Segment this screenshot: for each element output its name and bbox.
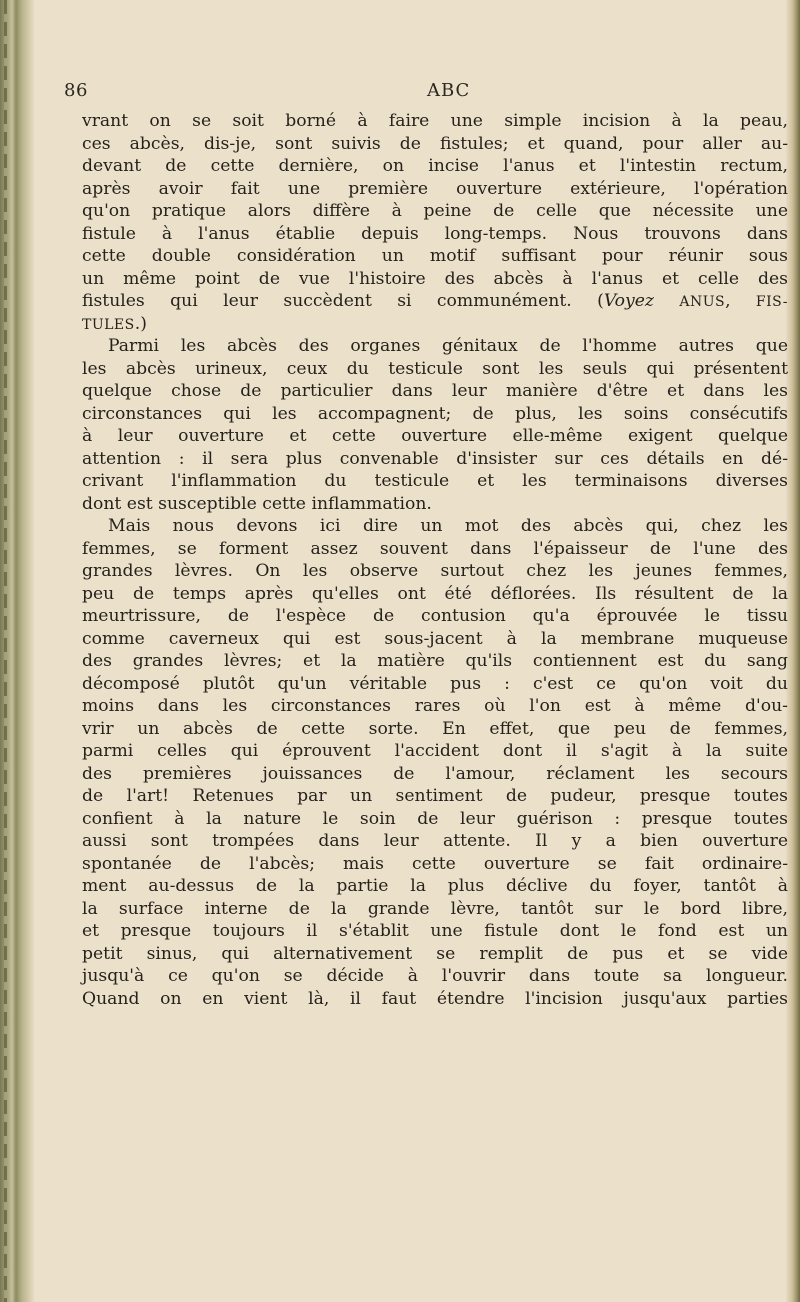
text-line: confient à la nature le soin de leur guérison : presque toutes bbox=[82, 808, 788, 829]
text-line: à leur ouverture et cette ouverture elle-même exigent quelque bbox=[82, 426, 788, 446]
voyez-italic: Voyez bbox=[603, 291, 654, 311]
text-line-paragraph-start: Parmi les abcès des organes génitaux de l'homme autres que bbox=[108, 336, 788, 356]
text-line: jusqu'à ce qu'on se décide à l'ouvrir dans toute sa longueur. bbox=[82, 966, 788, 986]
ref-fistules-end: TULES bbox=[82, 316, 135, 333]
text-line: ment au-dessus de la partie la plus déclive du foyer, tantôt à bbox=[82, 876, 788, 896]
text-line: les abcès urineux, ceux du testicule sont les seuls qui présentent bbox=[82, 358, 788, 379]
ref-fistules-start: FIS- bbox=[755, 294, 788, 310]
text-line: quelque chose de particulier dans leur manière d'être et dans les bbox=[82, 381, 788, 401]
text-line: Quand on en vient là, il faut étendre l'incision jusqu'aux parties bbox=[82, 988, 788, 1009]
text-line: des premières jouissances de l'amour, réclament les secours bbox=[82, 763, 788, 784]
ref-separator: , bbox=[725, 291, 756, 311]
text-line: et presque toujours il s'établit une fistule dont le fond est un bbox=[82, 921, 788, 941]
text-line: la surface interne de la grande lèvre, tantôt sur le bord libre, bbox=[82, 898, 788, 919]
text-line: petit sinus, qui alternativement se remplit de pus et se vide bbox=[82, 943, 788, 964]
text-line: femmes, se forment assez souvent dans l'épaisseur de l'une des bbox=[82, 538, 788, 559]
text-line: circonstances qui les accompagnent; de plus, les soins consécutifs bbox=[82, 403, 788, 424]
text-line: attention : il sera plus convenable d'insister sur ces détails en dé- bbox=[82, 448, 788, 469]
ref-close: .) bbox=[134, 313, 147, 334]
text-line: vrant on se soit borné à faire une simple incision à la peau, bbox=[82, 111, 788, 131]
text-line-cross-reference-end bbox=[82, 313, 788, 336]
text-line: de l'art! Retenues par un sentiment de pudeur, presque toutes bbox=[82, 786, 788, 806]
ref-anus: ANUS bbox=[679, 294, 726, 310]
text-line: vrir un abcès de cette sorte. En effet, que peu de femmes, bbox=[82, 718, 788, 739]
page-header bbox=[34, 80, 786, 108]
binding-gutter bbox=[0, 0, 34, 1302]
line-text: fistules qui leur succèdent si communément. ( bbox=[82, 291, 604, 311]
text-line: après avoir fait une première ouverture extérieure, l'opération bbox=[82, 178, 788, 199]
body-text bbox=[82, 110, 788, 1010]
page-number: 86 bbox=[64, 80, 88, 101]
text-line: moins dans les circonstances rares où l'on est à même d'ou- bbox=[82, 696, 788, 716]
text-line: qu'on pratique alors diffère à peine de celle que nécessite une bbox=[82, 201, 788, 221]
text-line: dont est susceptible cette inflammation. bbox=[82, 493, 432, 514]
text-line: cette double considération un motif suffisant pour réunir sous bbox=[82, 246, 788, 266]
text-line: grandes lèvres. On les observe surtout chez les jeunes femmes, bbox=[82, 561, 788, 581]
text-line: fistule à l'anus établie depuis long-temps. Nous trouvons dans bbox=[82, 223, 788, 244]
book-page bbox=[34, 0, 786, 1302]
text-line: parmi celles qui éprouvent l'accident dont il s'agit à la suite bbox=[82, 741, 788, 761]
text-line: peu de temps après qu'elles ont été déflorées. Ils résultent de la bbox=[82, 583, 788, 604]
text-line: meurtrissure, de l'espèce de contusion qu'a éprouvée le tissu bbox=[82, 606, 788, 626]
text-line-cross-reference bbox=[82, 290, 788, 313]
text-line: crivant l'inflammation du testicule et les terminaisons diverses bbox=[82, 471, 788, 491]
text-line: comme caverneux qui est sous-jacent à la membrane muqueuse bbox=[82, 628, 788, 649]
text-line: devant de cette dernière, on incise l'anus et l'intestin rectum, bbox=[82, 156, 788, 176]
text-line: aussi sont trompées dans leur attente. Il y a bien ouverture bbox=[82, 831, 788, 851]
running-head: ABC bbox=[427, 80, 471, 101]
page-edge-shadow bbox=[786, 0, 800, 1302]
text-line: spontanée de l'abcès; mais cette ouverture se fait ordinaire- bbox=[82, 853, 788, 874]
text-line: des grandes lèvres; et la matière qu'ils contiennent est du sang bbox=[82, 651, 788, 671]
text-line-paragraph-start: Mais nous devons ici dire un mot des abcès qui, chez les bbox=[108, 516, 788, 536]
text-line: ces abcès, dis-je, sont suivis de fistules; et quand, pour aller au- bbox=[82, 133, 788, 154]
text-line: un même point de vue l'histoire des abcès à l'anus et celle des bbox=[82, 268, 788, 289]
text-line: décomposé plutôt qu'un véritable pus : c'est ce qu'on voit du bbox=[82, 673, 788, 694]
